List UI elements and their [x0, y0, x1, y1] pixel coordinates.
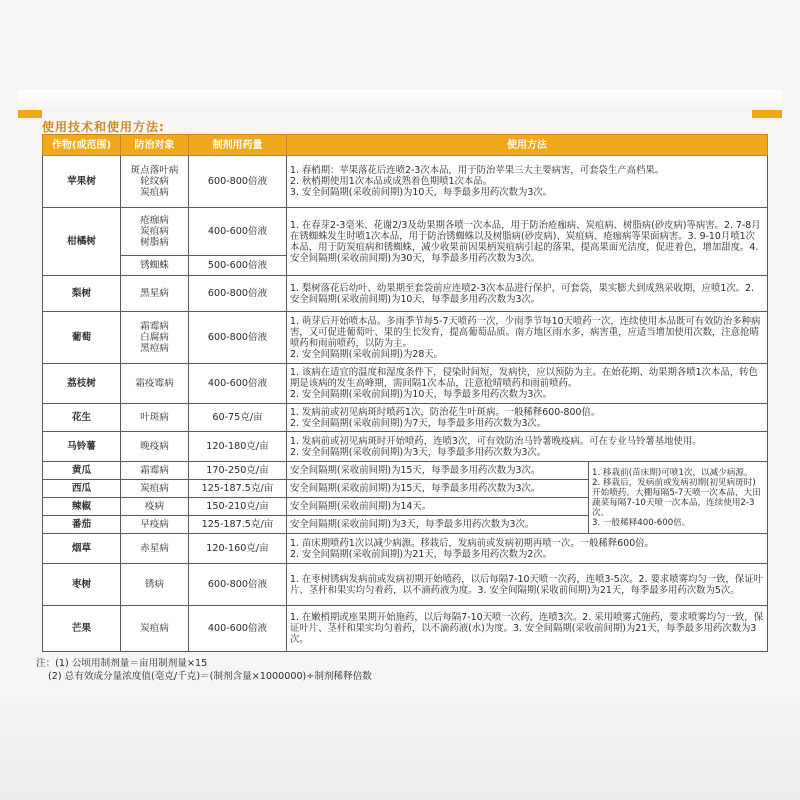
- pest-cell: 斑点落叶病 轮纹病 炭疽病: [121, 156, 189, 208]
- footnote-1: 注：(1) 公顷用制剂量＝亩用制剂量×15: [36, 658, 208, 669]
- header-dose: 制剂用药量: [189, 135, 287, 156]
- pest-cell: 赤星病: [121, 534, 189, 564]
- method-cell: 1. 萌芽后开始喷本品。多雨季节每5-7天喷药一次，少雨季节每10天喷药一次，连续使用本品既可有效防治多种病害，又可促进葡萄叶、果的生长发育，提高葡萄品质。南方地区雨水多，病害重，应适当增加使用次数，注意抢晴喷药和雨前喷药，以防为主。 2. 安全间隔期(采收前间期)为28天。: [287, 312, 768, 364]
- orange-strip-right: [752, 110, 782, 118]
- section-title: 使用技术和使用方法:: [42, 120, 165, 134]
- method-cell: 1. 发病前或初见病斑时喷药1次，防治花生叶斑病。一般稀释600-800倍。 2. 安全间隔期(采收前间期)为7天，每季最多用药次数为3次。: [287, 404, 768, 432]
- method-cell: 安全间隔期(采收前间期)为15天，每季最多用药次数为3次。: [287, 480, 589, 498]
- method-cell: 1. 苗床期喷药1次以减少病源。移栽后，发病前或发病初期再喷一次。一般稀释600倍。 2. 安全间隔期(采收前间期)为21天，每季最多用药次数为2次。: [287, 534, 768, 564]
- pest-cell: 叶斑病: [121, 404, 189, 432]
- dose-cell: 150-210克/亩: [189, 498, 287, 516]
- dose-cell: 400-600倍液: [189, 208, 287, 256]
- dose-cell: 600-800倍液: [189, 312, 287, 364]
- crop-cell: 黄瓜: [43, 462, 121, 480]
- dose-cell: 120-160克/亩: [189, 534, 287, 564]
- dose-cell: 400-600倍液: [189, 606, 287, 652]
- method-cell: 1. 春梢期：苹果落花后连喷2-3次本品，用于防治苹果三大主要病害，可套袋生产高档果。 2. 秋梢期使用1次本品或成熟着色期喷1次本品。 3. 安全间隔期(采收前间期)为10天，每季最多用药次数为3次。: [287, 156, 768, 208]
- method-cell: 1. 梨树落花后幼叶、幼果期至套袋前应连喷2-3次本品进行保护，可套袋，果实膨大到成熟采收期，应喷1次。2. 安全间隔期(采收前间期)为10天，每季最多用药次数为3次。: [287, 276, 768, 312]
- table-header-row: [43, 135, 768, 156]
- crop-cell: 荔枝树: [43, 364, 121, 404]
- dose-cell: 400-600倍液: [189, 364, 287, 404]
- table-row: [43, 462, 768, 480]
- pest-cell: 炭疽病: [121, 480, 189, 498]
- orange-strip-left: [18, 110, 42, 118]
- header-crop: 作物(或范围): [43, 135, 121, 156]
- table-row: [43, 404, 768, 432]
- crop-cell: 枣树: [43, 564, 121, 606]
- table-row: [43, 208, 768, 256]
- vegetable-side-note: 1. 移栽前(苗床期)可喷1次，以减少病源。 2. 移栽后，发病前或发病初期(初见病斑时)开始喷药。大棚每隔5-7天喷一次本品，大田蔬菜每隔7-10天喷一次本品，连续使用2-3次。 3. 一般稀释400-600倍。: [589, 462, 768, 534]
- method-cell: 安全间隔期(采收前间期)为15天，每季最多用药次数为3次。: [287, 462, 589, 480]
- crop-cell: 西瓜: [43, 480, 121, 498]
- bottom-fade: [0, 700, 800, 800]
- pest-cell: 早疫病: [121, 516, 189, 534]
- dose-cell: 60-75克/亩: [189, 404, 287, 432]
- pest-cell: 霜霉病: [121, 462, 189, 480]
- method-cell: 1. 在枣树锈病发病前或发病初期开始喷药，以后每隔7-10天喷一次药，连喷3-5次。2. 要求喷雾均匀一致，保证叶片、茎杆和果实均匀着药，以不滴药液为度。3. 安全间隔期(采收前间期)为21天，每季最多用药次数为5次。: [287, 564, 768, 606]
- crop-cell: 苹果树: [43, 156, 121, 208]
- pest-cell: 疮痂病 炭疽病 树脂病: [121, 208, 189, 256]
- crop-cell: 芒果: [43, 606, 121, 652]
- crop-cell: 马铃薯: [43, 432, 121, 462]
- table-row: [43, 606, 768, 652]
- table-row: [43, 156, 768, 208]
- pest-cell: 炭疽病: [121, 606, 189, 652]
- footnotes: [36, 657, 372, 683]
- crop-cell: 葡萄: [43, 312, 121, 364]
- usage-table: [42, 134, 768, 652]
- pest-cell: 晚疫病: [121, 432, 189, 462]
- dose-cell: 600-800倍液: [189, 564, 287, 606]
- crop-cell: 烟草: [43, 534, 121, 564]
- header-pest: 防治对象: [121, 135, 189, 156]
- method-cell: 1. 在嫩梢期或座果期开始施药，以后每隔7-10天喷一次药，连喷3次。2. 采用喷雾式施药，要求喷雾均匀一致，保证叶片、茎杆和果实均匀着药，以不滴药液(水)为度。3. 安全间隔期(采收前间期)为21天，每季最多用药次数为3次。: [287, 606, 768, 652]
- dose-cell: 500-600倍液: [189, 256, 287, 276]
- table-row: [43, 364, 768, 404]
- method-cell: 1. 该病在适宜的温度和湿度条件下，侵染时间短，发病快，应以预防为主。在始花期、幼果期各喷1次本品，转色期是该病的发生高峰期，需间隔1次本品，注意抢晴喷药和雨前喷药。 2. 安全间隔期(采收前间期)为10天，每季最多用药次数为3次。: [287, 364, 768, 404]
- pest-cell: 黑星病: [121, 276, 189, 312]
- method-cell: 1. 在春芽2-3毫米、花谢2/3及幼果期各喷一次本品，用于防治疮痂病、炭疽病、树脂病(砂皮病)等病害。2. 7-8月在锈蜘蛛发生时喷1次本品，用于防治锈蜘蛛以及树脂病(砂皮病)、炭疽病、疮痂病等果面病害。3. 9-10月喷1次本品，用于防炭疽病和锈蜘蛛，减少收果前因果柄炭疽病引起的落果，提高果面光洁度，促进着色，增加甜度。4. 安全间隔期(采收前间期)为30天，每季最多用药次数为3次。: [287, 208, 768, 276]
- crop-cell: 番茄: [43, 516, 121, 534]
- header-method: 使用方法: [287, 135, 768, 156]
- table-row: [43, 534, 768, 564]
- dose-cell: 600-800倍液: [189, 276, 287, 312]
- table-row: [43, 564, 768, 606]
- method-cell: 安全间隔期(采收前间期)为3天，每季最多用药次数为3次。: [287, 516, 589, 534]
- table-row: [43, 312, 768, 364]
- top-band: [18, 90, 782, 112]
- crop-cell: 辣椒: [43, 498, 121, 516]
- method-cell: 安全间隔期(采收前间期)为14天。: [287, 498, 589, 516]
- crop-cell: 花生: [43, 404, 121, 432]
- crop-cell: 梨树: [43, 276, 121, 312]
- crop-cell: 柑橘树: [43, 208, 121, 276]
- dose-cell: 170-250克/亩: [189, 462, 287, 480]
- footnote-2: (2) 总有效成分量浓度值(毫克/千克)＝(制剂含量×1000000)÷制剂稀释倍数: [48, 671, 372, 682]
- table-row: [43, 432, 768, 462]
- pest-cell: 锈病: [121, 564, 189, 606]
- pest-cell: 锈蜘蛛: [121, 256, 189, 276]
- dose-cell: 125-187.5克/亩: [189, 516, 287, 534]
- dose-cell: 120-180克/亩: [189, 432, 287, 462]
- dose-cell: 125-187.5克/亩: [189, 480, 287, 498]
- pest-cell: 霜疫霉病: [121, 364, 189, 404]
- pest-cell: 疫病: [121, 498, 189, 516]
- table-row: [43, 276, 768, 312]
- pest-cell: 霜霉病 白腐病 黑痘病: [121, 312, 189, 364]
- dose-cell: 600-800倍液: [189, 156, 287, 208]
- method-cell: 1. 发病前或初见病斑时开始喷药，连喷3次，可有效防治马铃薯晚疫病。可在专业马铃薯基地使用。 2. 安全间隔期(采收前间期)为3天，每季最多用药次数为3次。: [287, 432, 768, 462]
